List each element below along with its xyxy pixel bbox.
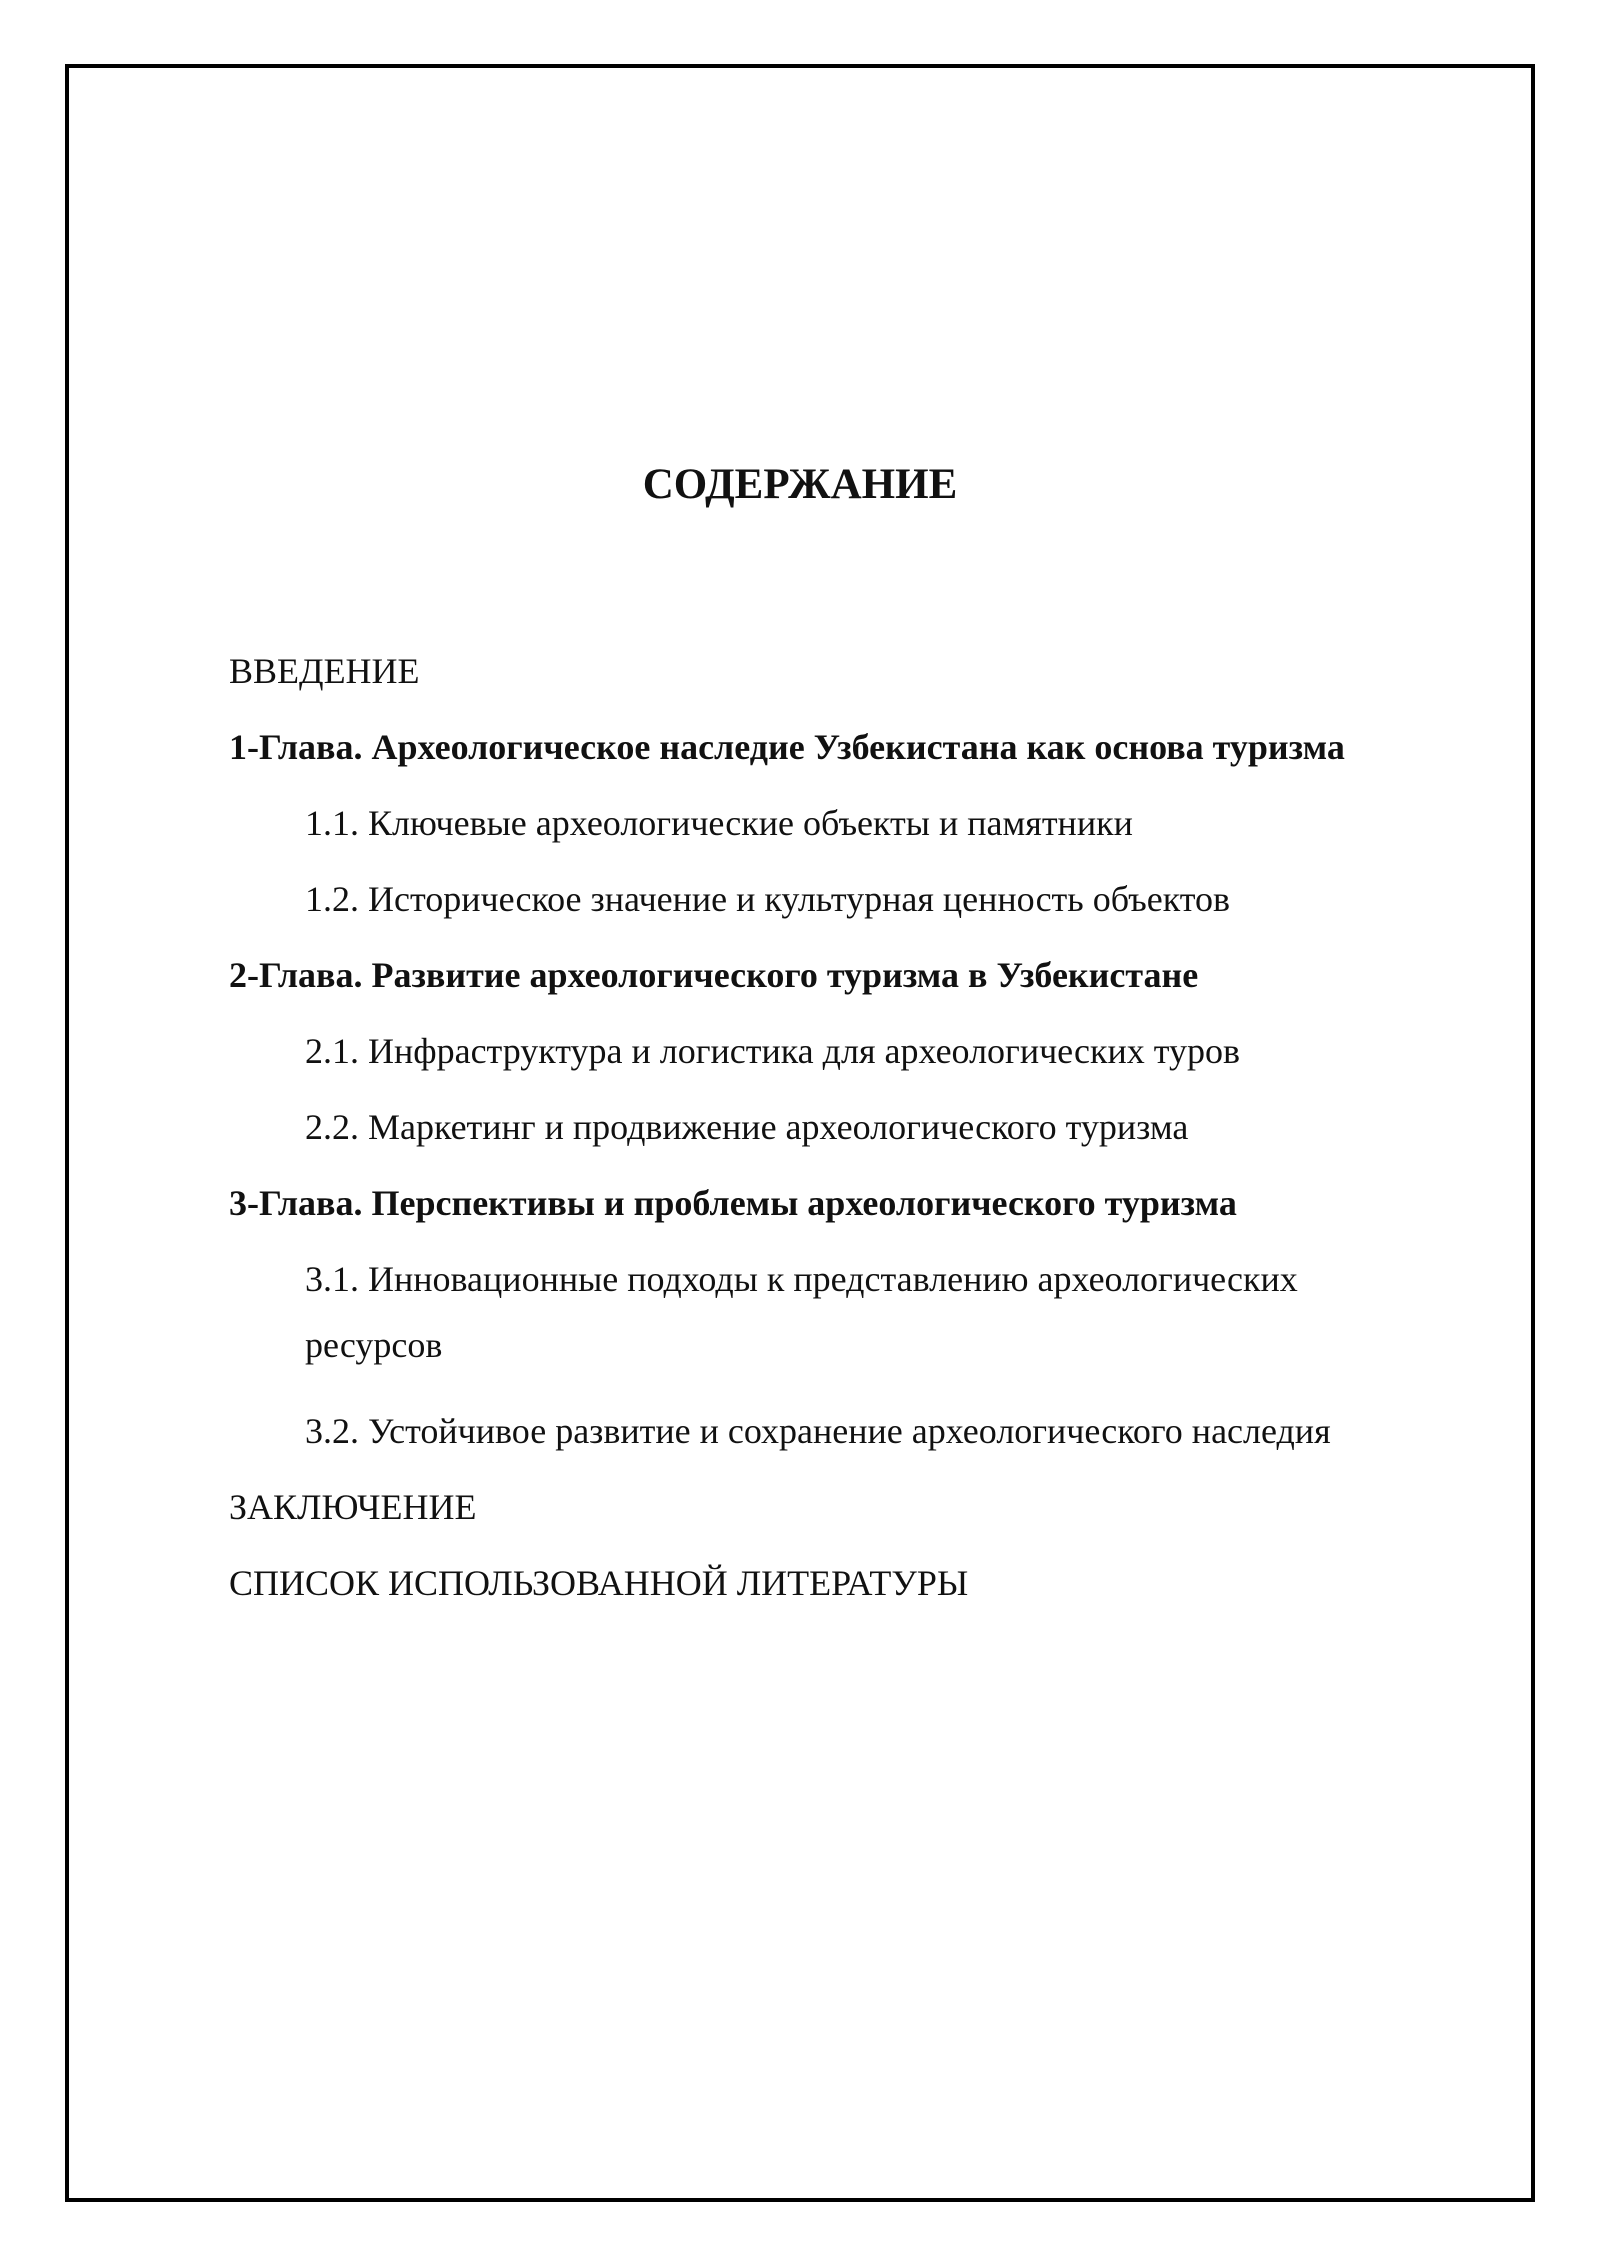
toc-entry-bibliography: СПИСОК ИСПОЛЬЗОВАННОЙ ЛИТЕРАТУРЫ: [229, 1563, 969, 1603]
toc-entry-section-2-1: 2.1. Инфраструктура и логистика для археологических туров: [305, 1031, 1241, 1071]
toc-entry-introduction: ВВЕДЕНИЕ: [229, 651, 420, 691]
toc-entry-chapter-1: 1-Глава. Археологическое наследие Узбекистана как основа туризма: [229, 727, 1345, 767]
table-of-contents: [229, 638, 1439, 1626]
page-title: СОДЕРЖАНИЕ: [642, 461, 958, 508]
toc-entry-chapter-3: 3-Глава. Перспективы и проблемы археологического туризма: [229, 1183, 1237, 1223]
toc-entry-section-3-2: 3.2. Устойчивое развитие и сохранение археологического наследия: [305, 1411, 1331, 1451]
toc-entry-section-1-2: 1.2. Историческое значение и культурная ценность объектов: [305, 879, 1230, 919]
toc-entry-section-3-1: 3.1. Инновационные подходы к представлению археологических ресурсов: [305, 1259, 1298, 1365]
toc-entry-chapter-2: 2-Глава. Развитие археологического туризма в Узбекистане: [229, 955, 1199, 995]
toc-entry-section-1-1: 1.1. Ключевые археологические объекты и памятники: [305, 803, 1133, 843]
toc-entry-section-2-2: 2.2. Маркетинг и продвижение археологического туризма: [305, 1107, 1189, 1147]
toc-entry-conclusion: ЗАКЛЮЧЕНИЕ: [229, 1487, 477, 1527]
